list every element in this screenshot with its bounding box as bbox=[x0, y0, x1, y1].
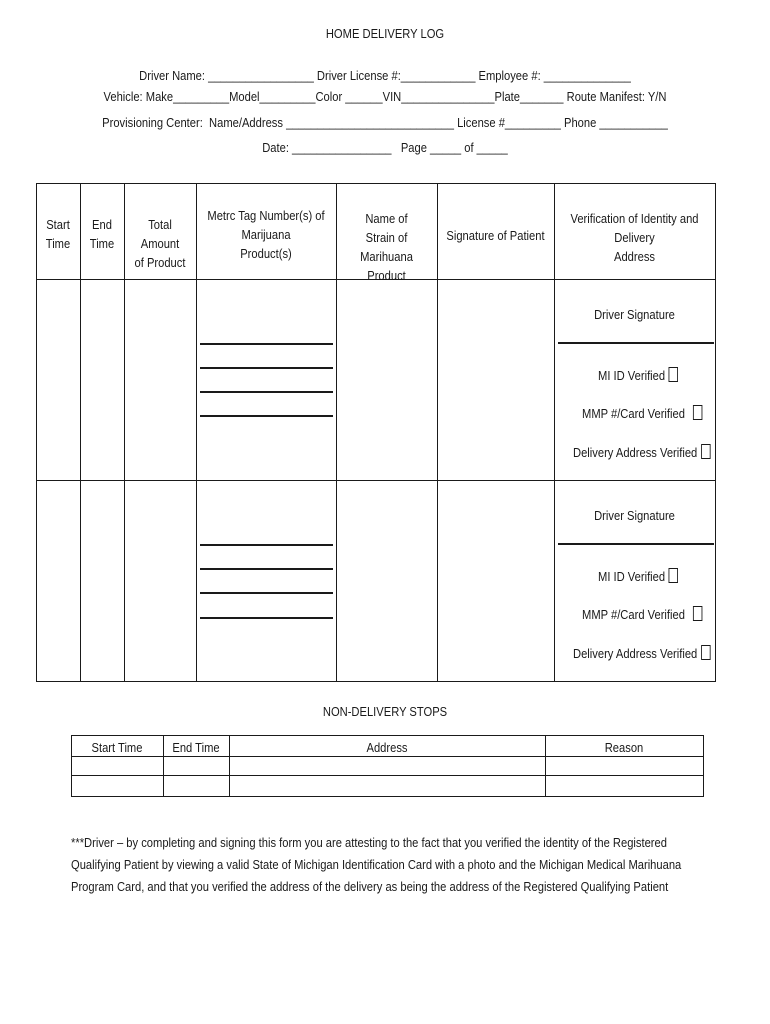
nd-header-address: Address bbox=[366, 740, 408, 755]
delivery-address-verified-row[interactable] bbox=[573, 444, 710, 460]
mmp-card-verified-row[interactable] bbox=[582, 405, 702, 421]
driver-signature-label: Driver Signature bbox=[594, 307, 675, 322]
mmp-card-verified-label: MMP #/Card Verified bbox=[582, 406, 685, 421]
metrc-tag-line[interactable] bbox=[200, 568, 333, 570]
mi-id-verified-label: MI ID Verified bbox=[598, 569, 666, 584]
delivery-address-verified-label: Delivery Address Verified bbox=[573, 646, 698, 661]
non-delivery-row-2[interactable] bbox=[72, 776, 703, 796]
metrc-tag-line[interactable] bbox=[200, 617, 333, 619]
metrc-tag-line[interactable] bbox=[200, 415, 333, 417]
header-verification: Verification of Identity and Delivery Address bbox=[570, 211, 699, 264]
mmp-card-verified-label: MMP #/Card Verified bbox=[582, 607, 685, 622]
driver-signature-line[interactable] bbox=[558, 342, 714, 344]
form-title: HOME DELIVERY LOG bbox=[325, 26, 445, 41]
non-delivery-row-1[interactable] bbox=[72, 757, 703, 775]
provisioning-center-line[interactable]: Provisioning Center: Name/Address ___________________________ License #_________ Phone ___________ bbox=[102, 115, 668, 130]
checkbox-icon[interactable] bbox=[701, 645, 710, 660]
delivery-address-verified-label: Delivery Address Verified bbox=[573, 445, 698, 460]
checkbox-icon[interactable] bbox=[701, 444, 710, 459]
driver-signature-line[interactable] bbox=[558, 543, 714, 545]
checkbox-icon[interactable] bbox=[693, 606, 702, 621]
header-end-time: End Time bbox=[89, 217, 115, 251]
date-page-line[interactable]: Date: ________________ Page _____ of _____ bbox=[262, 140, 508, 155]
metrc-tag-line[interactable] bbox=[200, 367, 333, 369]
mi-id-verified-row[interactable] bbox=[598, 568, 678, 584]
header-total-amount: Total Amount of Product bbox=[134, 217, 186, 270]
driver-attestation-note: ***Driver – by completing and signing this form you are attesting to the fact that you verified the identity of the Registered Qualifying Patient by viewing a valid State of Michigan Identification Card with a photo and the Michigan Medical Marihuana Program Card, and that you verified the address of the delivery as being the address of the Registered Qualifying Patient bbox=[71, 835, 682, 894]
metrc-tag-line[interactable] bbox=[200, 544, 333, 546]
metrc-tag-line[interactable] bbox=[200, 592, 333, 594]
checkbox-icon[interactable] bbox=[669, 568, 678, 583]
nd-header-start-time: Start Time bbox=[91, 740, 143, 755]
mi-id-verified-label: MI ID Verified bbox=[598, 368, 666, 383]
vehicle-info-line[interactable]: Vehicle: Make_________Model_________Color ______VIN_______________Plate_______ Route Manifest: Y/N bbox=[103, 89, 667, 104]
driver-info-line[interactable]: Driver Name: _________________ Driver License #:____________ Employee #: ______________ bbox=[139, 68, 631, 83]
checkbox-icon[interactable] bbox=[669, 367, 678, 382]
driver-signature-label: Driver Signature bbox=[594, 508, 675, 523]
header-metrc-tag: Metrc Tag Number(s) of Marijuana Product(s) bbox=[207, 208, 325, 261]
nd-header-end-time: End Time bbox=[172, 740, 220, 755]
header-strain: Name of Strain of Marihuana Product bbox=[360, 211, 413, 283]
delivery-address-verified-row[interactable] bbox=[573, 645, 710, 661]
mi-id-verified-row[interactable] bbox=[598, 367, 678, 383]
non-delivery-title: NON-DELIVERY STOPS bbox=[322, 704, 448, 719]
mmp-card-verified-row[interactable] bbox=[582, 606, 702, 622]
nd-header-reason: Reason bbox=[604, 740, 644, 755]
metrc-tag-line[interactable] bbox=[200, 391, 333, 393]
checkbox-icon[interactable] bbox=[693, 405, 702, 420]
header-start-time: Start Time bbox=[45, 217, 71, 251]
metrc-tag-line[interactable] bbox=[200, 343, 333, 345]
header-signature-patient: Signature of Patient bbox=[446, 228, 545, 243]
